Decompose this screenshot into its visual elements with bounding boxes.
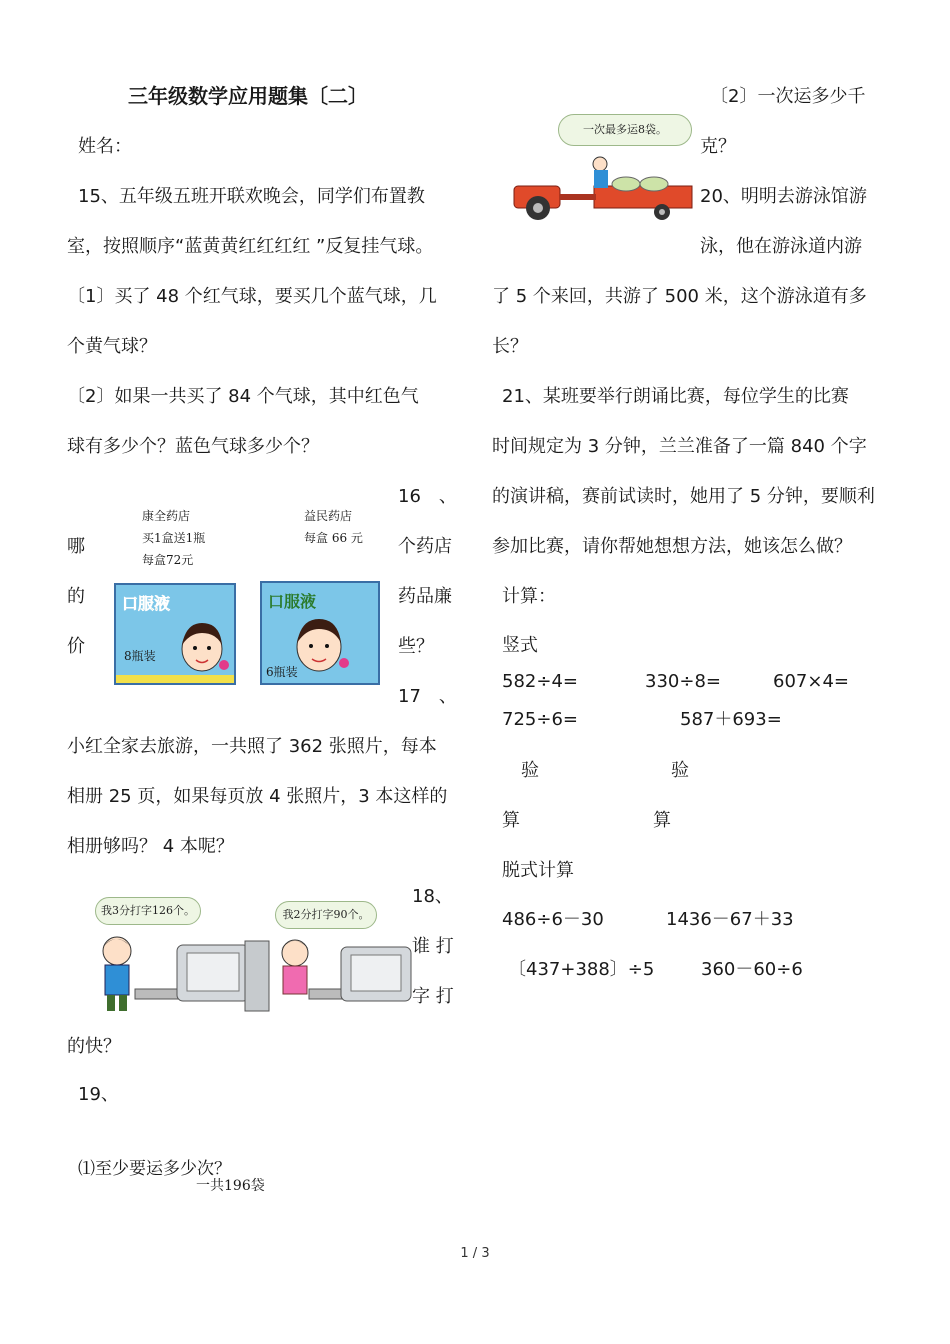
q18-right-2: 字 打	[412, 986, 454, 1007]
q21-line4: 参加比赛，请你帮她想想方法，她该怎么做？	[492, 536, 852, 557]
q19-part2-line2: 克？	[700, 136, 736, 157]
calc-expr-4: 725÷6=	[502, 709, 578, 730]
store1-illustration	[110, 505, 240, 685]
q16-number: 16 、	[398, 486, 457, 507]
q15-line2: 室，按照顺序“蓝黄黄红红红红 ”反复挂气球。	[67, 236, 434, 257]
calc-vertical-label: 竖式	[502, 635, 538, 656]
calc-expr-5: 587＋693=	[680, 709, 782, 730]
store2-illustration	[258, 505, 388, 685]
q15-line1: 15、五年级五班开联欢晚会，同学们布置教	[78, 186, 425, 207]
calc-expr-1: 582÷4=	[502, 671, 578, 692]
q16-left-1: 哪	[67, 536, 85, 557]
q15-part1-line1: 〔1〕买了 48 个红气球，要买几个蓝气球，几	[67, 286, 437, 307]
q16-right-1: 个药店	[398, 536, 452, 557]
store2-price: 每盒 66 元	[304, 531, 363, 545]
typing-illustration	[95, 895, 415, 1015]
q15-part2-line2: 球有多少个？蓝色气球多少个？	[67, 436, 319, 457]
tractor-speech-bubble: 一次最多运8袋。	[558, 114, 692, 146]
calc-heading: 计算：	[502, 586, 556, 607]
calc-step-3: 〔437+388〕÷5	[508, 959, 655, 980]
calc-expr-3: 607×4=	[773, 671, 849, 692]
calc-check-1b: 算	[502, 810, 520, 831]
q16-right-2: 药品廉	[398, 586, 452, 607]
calc-step-2: 1436－67＋33	[666, 909, 794, 930]
page-number: 1 / 3	[460, 1246, 490, 1261]
calc-step-4: 360－60÷6	[701, 959, 803, 980]
calc-check-2a: 验	[671, 760, 689, 781]
girl-icon	[172, 615, 232, 681]
q18-tail: 的快？	[67, 1036, 121, 1057]
q17-line2: 相册 25 页，如果每页放 4 张照片，3 本这样的	[67, 786, 448, 807]
tractor-illustration	[510, 110, 698, 230]
store2-name: 益民药店	[304, 509, 353, 523]
q21-line1: 21、某班要举行朗诵比赛，每位学生的比赛	[502, 386, 849, 407]
calc-step-1: 486÷6－30	[502, 909, 604, 930]
q18-number: 18、	[412, 886, 453, 907]
girl-icon	[286, 611, 352, 681]
q18-right-1: 谁 打	[412, 936, 454, 957]
page-title: 三年级数学应用题集〔二〕	[128, 84, 368, 108]
q17-line3: 相册够吗？ 4 本呢？	[67, 836, 234, 857]
q19-total-bags: 一共196袋	[196, 1178, 265, 1194]
q15-part1-line2: 个黄气球？	[67, 336, 157, 357]
girl-icon	[281, 940, 309, 994]
tractor-icon	[510, 150, 698, 224]
q15-part2-line1: 〔2〕如果一共买了 84 个气球，其中红色气	[67, 386, 419, 407]
q19-number: 19、	[78, 1084, 119, 1105]
store1-name: 康全药店	[142, 509, 191, 523]
q20-line4: 长？	[492, 336, 528, 357]
q19-part1: ⑴至少要运多少次？	[78, 1159, 231, 1179]
calc-check-2b: 算	[653, 810, 671, 831]
q16-left-3: 价	[67, 636, 85, 657]
name-label: 姓名：	[78, 136, 132, 157]
q21-line2: 时间规定为 3 分钟，兰兰准备了一篇 840 个字	[492, 436, 867, 457]
computers-scene	[95, 931, 415, 1015]
q20-line1: 20、明明去游泳馆游	[700, 186, 867, 207]
calc-expr-2: 330÷8=	[645, 671, 721, 692]
calc-check-1a: 验	[521, 760, 539, 781]
store2-box-label: 口服液	[268, 592, 317, 611]
store1-price: 每盒72元	[142, 553, 194, 567]
boy-icon	[103, 937, 131, 1011]
store2-pack: 6瓶装	[266, 665, 298, 679]
store2-box	[260, 581, 380, 685]
calc-stepwise-label: 脱式计算	[502, 860, 574, 881]
q16-right-3: 些？	[398, 636, 434, 657]
girl-speech-bubble: 我2分打字90个。	[275, 901, 377, 929]
q21-line3: 的演讲稿，赛前试读时，她用了 5 分钟，要顺利	[492, 486, 875, 507]
q16-left-2: 的	[67, 586, 85, 607]
store1-box-label: 口服液	[122, 594, 171, 613]
q17-number: 17 、	[398, 686, 457, 707]
store1-box	[114, 583, 236, 685]
q17-line1: 小红全家去旅游，一共照了 362 张照片，每本	[67, 736, 437, 757]
q19-part2-line1: 〔2〕一次运多少千	[710, 86, 866, 107]
store1-offer: 买1盒送1瓶	[142, 531, 206, 545]
q20-line2: 泳，他在游泳道内游	[700, 236, 862, 257]
boy-speech-bubble: 我3分打字126个。	[95, 897, 201, 925]
q20-line3: 了 5 个来回，共游了 500 米，这个游泳道有多	[492, 286, 867, 307]
store1-pack: 8瓶装	[124, 649, 156, 663]
